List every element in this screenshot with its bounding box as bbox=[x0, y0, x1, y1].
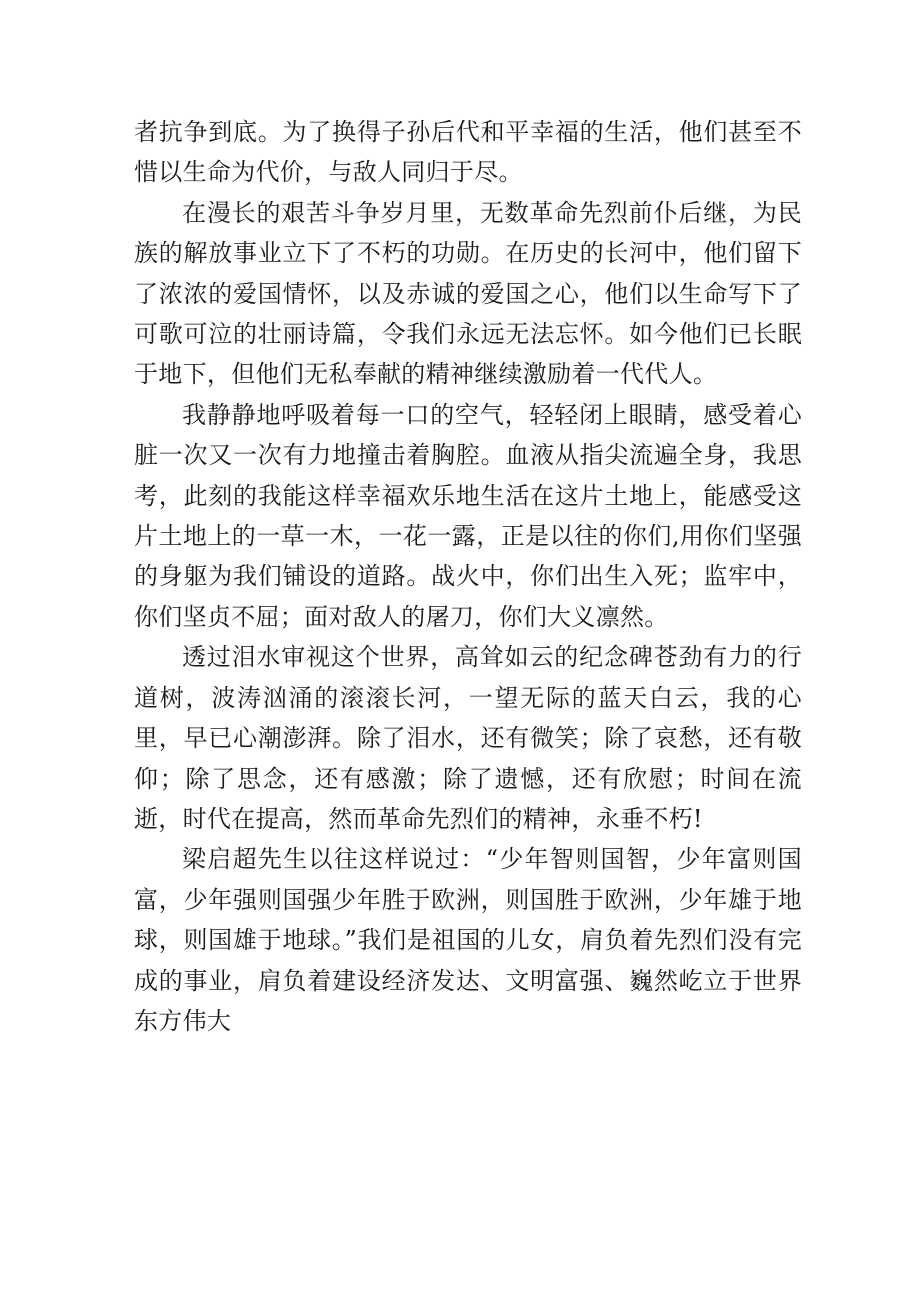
paragraph-3: 我静静地呼吸着每一口的空气，轻轻闭上眼睛，感受着心脏一次又一次有力地撞击着胸腔。血液从指尖流遍全身，我思考，此刻的我能这样幸福欢乐地生活在这片土地上，能感受这片土地上的一草一木，一花一露，正是以往的你们,用你们坚强的身躯为我们铺设的道路。战火中，你们出生入死；监牢中，你们坚贞不屈；面对敌人的屠刀，你们大义凛然。 bbox=[134, 400, 802, 631]
document-body bbox=[134, 112, 802, 1041]
paragraph-4: 透过泪水审视这个世界，高耸如云的纪念碑苍劲有力的行道树，波涛汹涌的滚滚长河，一望无际的蓝天白云，我的心里，早已心潮澎湃。除了泪水，还有微笑；除了哀愁，还有敬仰；除了思念，还有感激；除了遗憾，还有欣慰；时间在流逝，时代在提高，然而革命先烈们的精神，永垂不朽! bbox=[134, 643, 802, 833]
paragraph-5: 梁启超先生以往这样说过：“少年智则国智，少年富则国富，少年强则国强少年胜于欧洲，则国胜于欧洲，少年雄于地球，则国雄于地球。”我们是祖国的儿女，肩负着先烈们没有完成的事业，肩负着建设经济发达、文明富强、巍然屹立于世界东方伟大 bbox=[134, 845, 802, 1035]
paragraph-2: 在漫长的艰苦斗争岁月里，无数革命先烈前仆后继，为民族的解放事业立下了不朽的功勋。在历史的长河中，他们留下了浓浓的爱国情怀，以及赤诚的爱国之心，他们以生命写下了可歌可泣的壮丽诗篇，令我们永远无法忘怀。如今他们已长眠于地下，但他们无私奉献的精神继续激励着一代代人。 bbox=[134, 198, 802, 389]
paragraph-1: 者抗争到底。为了换得子孙后代和平幸福的生活，他们甚至不惜以生命为代价，与敌人同归于尽。 bbox=[134, 118, 802, 187]
